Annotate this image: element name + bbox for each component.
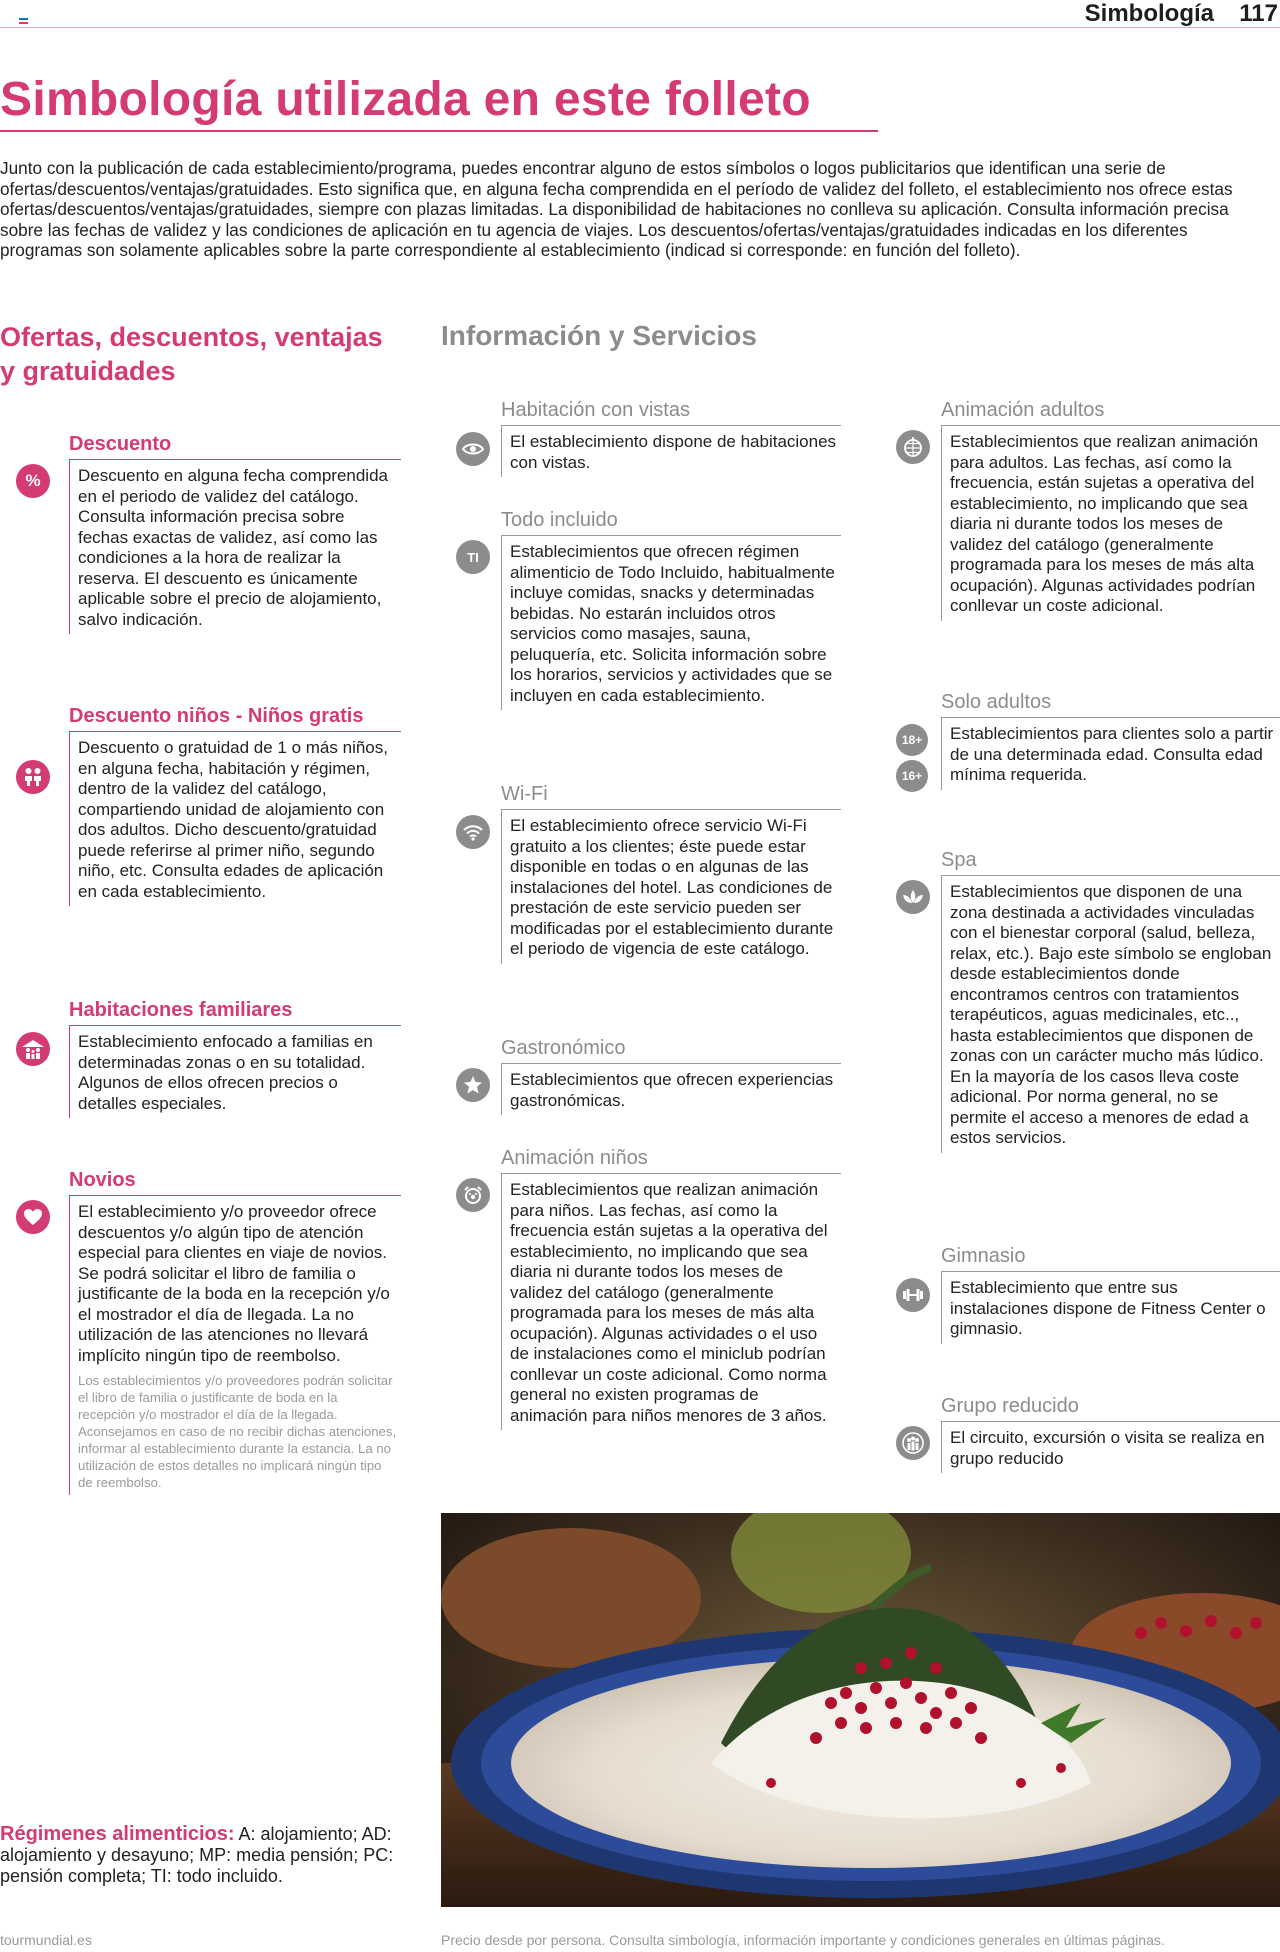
- offer-descuento: [69, 432, 401, 634]
- top-bar: [0, 0, 1280, 28]
- service-title: Grupo reducido: [941, 1394, 1280, 1422]
- disco-ball-icon: [896, 430, 930, 464]
- percent-icon: %: [16, 464, 50, 498]
- service-text: Establecimientos que ofrecen experiencias gastronómicas.: [501, 1064, 841, 1115]
- section-label: Simbología: [1084, 0, 1214, 27]
- service-title: Animación adultos: [941, 398, 1280, 426]
- offer-title: Habitaciones familiares: [69, 998, 401, 1026]
- offer-body: [69, 1196, 401, 1495]
- service-text: Establecimientos que realizan animación para adultos. Las fechas, así como la frecuencia, están sujetas a operativa del establecimiento, no implicando que sea diaria ni durante todos los meses de validez del catálogo (generalmente programada para los meses de más alta ocupación). Algunas actividades podrían conllevar un coste adicional.: [941, 426, 1280, 621]
- service-grupo-reducido: [941, 1394, 1280, 1473]
- service-text: El establecimiento dispone de habitaciones con vistas.: [501, 426, 841, 477]
- offer-title: Novios: [69, 1168, 401, 1196]
- service-text: Establecimientos que realizan animación para niños. Las fechas, así como la frecuencia están sujetas a la operativa del establecimiento, no implicando que sea diaria ni durante todos los meses de validez del catálogo (generalmente programada para los meses de más alta ocupación). Algunas actividades o el uso de instalaciones como el miniclub podrían conllevar un coste adicional. Como norma general no existen programas de animación para niños menores de 3 años.: [501, 1174, 841, 1430]
- service-title: Wi-Fi: [501, 782, 841, 810]
- service-title: Gimnasio: [941, 1244, 1280, 1272]
- brand-mark-icon: [19, 18, 28, 24]
- ti-icon: TI: [456, 540, 490, 574]
- service-text: Establecimientos que ofrecen régimen alimenticio de Todo Incluido, habitualmente incluye comidas, snacks y determinadas bebidas. No estarán incluidos otros servicios como masajes, sauna, peluquería, etc. Solicita información sobre los horarios, servicios y actividades que se incluyen en cada establecimiento.: [501, 536, 841, 710]
- eye-icon: [456, 432, 490, 466]
- lotus-icon: [896, 880, 930, 914]
- offer-descuento-ninos: [69, 704, 401, 906]
- service-spa: [941, 848, 1280, 1153]
- regimes-note: [0, 1824, 400, 1887]
- service-text: El circuito, excursión o visita se realiza en grupo reducido: [941, 1422, 1280, 1473]
- offer-text: Establecimiento enfocado a familias en determinadas zonas o en su totalidad. Algunos de ellos ofrecen precios o detalles especiales.: [69, 1026, 401, 1118]
- offer-novios: [69, 1168, 401, 1495]
- title-underline: [0, 130, 878, 132]
- service-text: Establecimiento que entre sus instalaciones dispone de Fitness Center o gimnasio.: [941, 1272, 1280, 1344]
- service-todo-incluido: [501, 508, 841, 710]
- offer-note: Los establecimientos y/o proveedores podrán solicitar el libro de familia o justificante de boda en la recepción y/o mostrador el día de la llegada. Aconsejamos en caso de no recibir dichas atenciones, informar al establecimiento durante la estancia. La no utilización de estos detalles no implicará ningún tipo de reembolso.: [78, 1373, 397, 1490]
- heart-icon: [16, 1200, 50, 1234]
- service-animacion-adultos: [941, 398, 1280, 621]
- clown-icon: [456, 1178, 490, 1212]
- service-text: Establecimientos para clientes solo a partir de una determinada edad. Consulta edad mínima requerida.: [941, 718, 1280, 790]
- page-number: 117: [1239, 0, 1278, 27]
- service-gimnasio: [941, 1244, 1280, 1344]
- footer-note: Precio desde por persona. Consulta simbología, información importante y condiciones generales en últimas páginas.: [441, 1932, 1165, 1948]
- regimes-text: A: alojamiento; AD: alojamiento y desayuno; MP: media pensión; PC: pensión completa; TI: todo incluido.: [0, 1824, 394, 1886]
- service-wifi: [501, 782, 841, 964]
- service-title: Animación niños: [501, 1146, 841, 1174]
- service-text: Establecimientos que disponen de una zona destinada a actividades vinculadas con el bienestar corporal (salud, belleza, relax, etc.). Bajo este símbolo se engloban desde establecimientos donde encontramos centros con tratamientos terapéuticos, aguas medicinales, etc.., hasta establecimientos que disponen de zonas con un carácter mucho más lúdico. En la mayoría de los casos lleva coste adicional. Por norma general, no se permite el acceso a menores de edad a estos servicios.: [941, 876, 1280, 1153]
- service-solo-adultos: [941, 690, 1280, 790]
- services-heading: Información y Servicios: [441, 320, 757, 351]
- service-title: Todo incluido: [501, 508, 841, 536]
- service-habitacion-vistas: [501, 398, 841, 477]
- chiles-en-nogada-photo: [441, 1513, 1280, 1907]
- age-badge-18-icon: 18+: [896, 724, 928, 756]
- dumbbell-icon: [896, 1278, 930, 1312]
- service-title: Habitación con vistas: [501, 398, 841, 426]
- children-icon: [16, 760, 50, 794]
- service-title: Spa: [941, 848, 1280, 876]
- offers-heading: Ofertas, descuentos, ventajas y gratuidades: [0, 322, 383, 386]
- intro-paragraph: Junto con la publicación de cada establecimiento/programa, puedes encontrar alguno de estos símbolos o logos publicitarios que identifican una serie de ofertas/descuentos/ventajas/gratuidades. Esto significa que, en alguna fecha comprendida en el período de validez del folleto, el establecimiento nos ofrece estas ofertas/descuentos/ventajas/gratuidades, siempre con plazas limitadas. La disponibilidad de habitaciones no conlleva su aplicación. Consulta información precisa sobre las fechas de validez y las condiciones de aplicación en tu agencia de viajes. Los descuentos/ofertas/ventajas/gratuidades indicadas en los diferentes programas son solamente aplicables sobre la parte correspondiente al establecimiento (indicad si corresponde: en función del folleto).: [0, 158, 1233, 261]
- service-gastronomico: [501, 1036, 841, 1115]
- service-animacion-ninos: [501, 1146, 841, 1430]
- service-text: El establecimiento ofrece servicio Wi-Fi gratuito a los clientes; éste puede estar disponible en todas o en algunas de las instalaciones del hotel. Las condiciones de prestación de este servicio pueden ser modificadas por el establecimiento durante el periodo de vigencia de este catálogo.: [501, 810, 841, 964]
- offer-habitaciones-familiares: [69, 998, 401, 1118]
- offer-text: El establecimiento y/o proveedor ofrece descuentos y/o algún tipo de atención especial para clientes en viaje de novios. Se podrá solicitar el libro de familia o justificante de la boda en la recepción y/o el mostrador el día de llegada. La no utilización de las atenciones no llevará implícito ningún tipo de reembolso.: [78, 1202, 390, 1365]
- age-badge-16-icon: 16+: [896, 760, 928, 792]
- offer-title: Descuento: [69, 432, 401, 460]
- offer-text: Descuento en alguna fecha comprendida en el periodo de validez del catálogo. Consulta información precisa sobre fechas exactas de validez, así como las condiciones a la hora de realizar la reserva. El descuento es únicamente aplicable sobre el precio de alojamiento, salvo indicación.: [69, 460, 401, 634]
- page-title: Simbología utilizada en este folleto: [0, 73, 811, 126]
- group-icon: [896, 1426, 930, 1460]
- service-title: Solo adultos: [941, 690, 1280, 718]
- star-icon: [456, 1068, 490, 1102]
- wifi-icon: [456, 815, 490, 849]
- offer-text: Descuento o gratuidad de 1 o más niños, en alguna fecha, habitación y régimen, dentro de la validez del catálogo, compartiendo unidad de alojamiento con dos adultos. Dicho descuento/gratuidad puede referirse al primer niño, segundo niño, etc. Consulta edades de aplicación en cada establecimiento.: [69, 732, 401, 906]
- family-icon: [16, 1032, 50, 1066]
- service-title: Gastronómico: [501, 1036, 841, 1064]
- footer-site[interactable]: tourmundial.es: [0, 1932, 92, 1948]
- regimes-label: Régimenes alimenticios:: [0, 1823, 235, 1845]
- offer-title: Descuento niños - Niños gratis: [69, 704, 401, 732]
